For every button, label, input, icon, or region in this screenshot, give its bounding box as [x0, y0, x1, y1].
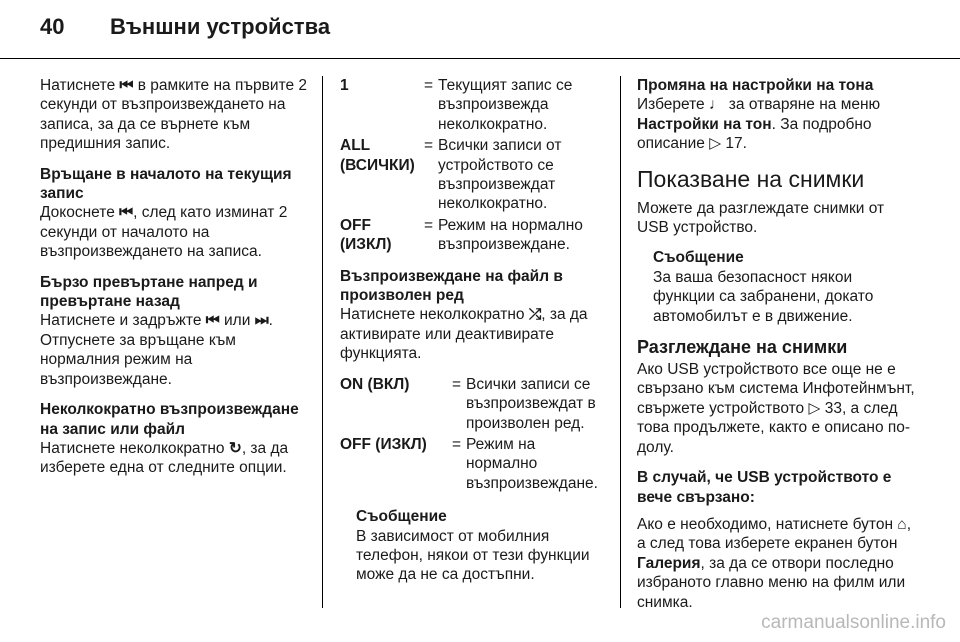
- column-divider: [322, 76, 323, 608]
- page-title: Външни устройства: [110, 14, 331, 39]
- paragraph-view-images: Ако USB устройството все още не е свързано към система Инфотейнмънт, свържете устройството ▷ 33, а след това продължете, както е описано по-долу.: [637, 361, 915, 456]
- previous-track-icon: ⏮: [205, 312, 220, 330]
- definition-row: 1 = Текущият запис се възпроизвежда неколкократно.: [340, 77, 573, 133]
- home-icon: ⌂: [897, 515, 907, 533]
- previous-track-icon: ⏮: [119, 77, 134, 94]
- paragraph-restart-track: Докоснете ⏮, след като изминат 2 секунди от началото на възпроизвеждането на записа.: [40, 204, 288, 261]
- definition-row: OFF (ИЗКЛ) = Режим на нормално възпроизвеждане.: [340, 435, 598, 492]
- note-text: За ваша безопасност някои функции са забранени, докато автомобилът е в движение.: [653, 268, 874, 325]
- column-1: [40, 76, 308, 489]
- paragraph-repeat: Натиснете неколкократно ↻, за да изберете една от следните опции.: [40, 439, 289, 477]
- repeat-icon: ↻: [228, 439, 242, 457]
- paragraph-tone: Изберете ♩ за отваряне на меню Настройки на тон. За подробно описание ▷ 17.: [637, 96, 881, 153]
- subheading-random: Възпроизвеждане на файл в произволен ред: [340, 267, 563, 305]
- tone-icon: ♩: [708, 96, 725, 114]
- shuffle-icon: ⤮: [528, 306, 542, 324]
- note-title: Съобщение: [653, 249, 744, 267]
- note-title: Съобщение: [356, 508, 447, 526]
- page-header: [40, 14, 330, 40]
- page-ref-icon: ▷: [808, 399, 821, 417]
- paragraph-random: Натиснете неколкократно ⤮, за да активирате или деактивирате функцията.: [340, 306, 588, 363]
- note-box: [653, 248, 917, 326]
- section-heading-images: Показване на снимки: [637, 165, 865, 192]
- header-rule: [0, 58, 960, 59]
- definition-row: ALL (ВСИЧКИ) = Всички записи от устройството се възпроизвеждат неколкократно.: [340, 137, 562, 213]
- subheading-restart-track: Връщане в началото на текущия запис: [40, 165, 292, 203]
- heading-view-images: Разглеждане на снимки: [637, 337, 848, 358]
- subheading-connected: В случай, че USB устройството е вече свързано:: [637, 469, 892, 506]
- column-2: [340, 76, 610, 585]
- page-ref-icon: ▷: [709, 135, 722, 153]
- subheading-fast-forward: Бързо превъртане напред и превъртане назад: [40, 273, 258, 311]
- note-text: В зависимост от мобилния телефон, някои от тези функции може да не са достъпни.: [356, 527, 590, 584]
- watermark: carmanualsonline.info: [761, 612, 946, 633]
- next-track-icon: ⏭: [254, 312, 269, 330]
- paragraph-fast-forward: Натиснете и задръжте ⏮ или ⏭. Отпуснете за връщане към нормалния режим на възпроизвеждане.: [40, 312, 273, 388]
- subheading-repeat: Неколкократно възпроизвеждане на запис или файл: [40, 401, 299, 438]
- definition-row: ON (ВКЛ) = Всички записи се възпроизвеждат в произволен ред.: [340, 375, 596, 432]
- previous-track-icon: ⏮: [119, 204, 134, 222]
- paragraph-previous-track: Натиснете ⏮ в рамките на първите 2 секунди от възпроизвеждането на записа, за да се върнете към предишния запис.: [40, 77, 308, 153]
- column-3: [637, 76, 917, 623]
- column-divider: [620, 76, 621, 608]
- note-box: [356, 507, 610, 585]
- paragraph-images: Можете да разглеждате снимки от USB устройство.: [637, 199, 885, 237]
- subheading-tone: Промяна на настройки на тона: [637, 77, 874, 94]
- definition-row: OFF (ИЗКЛ) = Режим на нормално възпроизвеждане.: [340, 216, 583, 254]
- page-number: 40: [40, 14, 65, 39]
- paragraph-connected: Ако е необходимо, натиснете бутон ⌂, а след това изберете екранен бутон Галерия, за да се отвори последно избраното главно меню на филм или снимка.: [637, 515, 912, 611]
